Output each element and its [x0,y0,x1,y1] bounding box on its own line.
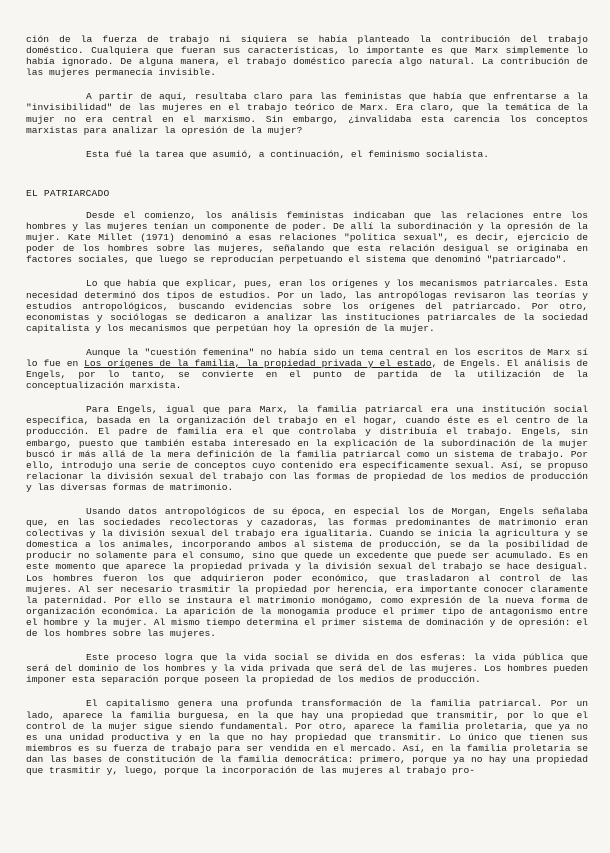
paragraph-spheres: Este proceso logra que la vida social se divida en dos esferas: la vida pública que será del dominio de los hombres y la vida privada que será del de las mujeres. Los hombres pueden imponer esta separación porque poseen la propiedad de los medios de producción. [26,652,588,686]
section-heading: EL PATRIARCADO [26,187,110,199]
paragraph-engels-family: Para Engels, igual que para Marx, la familia patriarcal era una institución social específica, basada en la organización del trabajo en el hogar, cuando éste es el centro de la producción. El padre de familia era el que controlaba y distribuía el trabajo. Engels, sin embargo, puesto que también estaba interesado en la explicación de la subordinación de la mujer buscó ir más allá de la mera definición de la familia patriarcal como un sistema de trabajo. Por ello, introdujo una serie de conceptos cuyo contenido era específicamente sexual. Así, se propuso relacionar la división sexual del trabajo con las formas de propiedad de los medios de producción y las diversas formas de matrimonio. [26,404,588,493]
paragraph-intro: ción de la fuerza de trabajo ni siquiera se había planteado la contribución del trabajo doméstico. Cualquiera que fueran sus características, lo importante es que Marx simplemente lo había ignorado. De alguna manera, el trabajo doméstico parecía algo natural. La contribución de las mujeres permanecía invisible. [26,34,588,79]
paragraph-power: Desde el comienzo, los análisis feministas indicaban que las relaciones entre los hombres y las mujeres tenían un componente de poder. De allí la subordinación y la opresión de la mujer. Kate Millet (1971) denominó a esas relaciones "política sexual", es decir, ejercicio de poder de los hombres sobre las mujeres, señalando que esta relación desigual se originaba en factores sociales, que luego se reproducían perpetuando el sistema que denominó "patriarcado". [26,209,588,266]
paragraph-capitalism: El capitalismo genera una profunda transformación de la familia patriarcal. Por un lado, aparece la familia burguesa, en la que hay una propiedad que transmitir, por lo que el control de la mujer sigue siendo fundamental. Por otro, aparece la familia proletaria, que ya no es una unidad productiva y en la que no hay propiedad que transmitir. Lo único que tienen sus miembros es su fuerza de trabajo para ser vendida en el mercado. Así, en la familia proletaria se dan las bases de constitución de la familia democrática: primero, porque ya no hay una propiedad que trasmitir y, luego, porque la incorporación de las mujeres al trabajo pro- [26,698,588,776]
paragraph-engels-intro [26,347,588,391]
paragraph-morgan: Usando datos antropológicos de su época, en especial los de Morgan, Engels señalaba que, en las sociedades recolectoras y cazadoras, las formas predominantes de matrimonio eran colectivas y la división sexual del trabajo era igualitaria. Cuando se inicia la agricultura y se domestica a los animales, incorporando ambos al sistema de producción, se da la posibilidad de producir no solamente para el consumo, sino que quede un excedente que puede ser acumulado. Es en este momento que aparece la propiedad privada y la división sexual del trabajo se hace desigual. Los hombres fueron los que adquirieron poder económico, que trasladaron al control de las mujeres. Al ser necesario trasmitir la propiedad por herencia, era importante conocer claramente la paternidad. Por ello se instaura el matrimonio monógamo, como expresión de la nueva forma de organización económica. La aparición de la monogamia produce el primer tipo de antagonismo entre el hombre y la mujer. Al mismo tiempo determina el primer sistema de dominación y de opresión: el de los hombres sobre las mujeres. [26,506,588,640]
book-title: Los orígenes de la familia, la propiedad privada y el estado [84,357,432,369]
text-segment: Aunque la "cuestión femenina" no había sido un tema central en los escritos de Marx sí lo fue en [26,346,588,369]
text-segment: , de Engels. El análisis de Engels, por lo tanto, se convierte en el punto de partida de la utilización de la conceptualización marxista. [26,357,589,392]
paragraph-invisibility: A partir de aquí, resultaba claro para las feministas que había que enfrentarse a la "invisibilidad" de las mujeres en el trabajo teórico de Marx. Era claro, que la temática de la mujer no era central en el marxismo. Sin embargo, ¿invalidaba esta carencia los conceptos marxistas para analizar la opresión de la mujer? [26,91,588,136]
paragraph-origins: Lo que había que explicar, pues, eran los orígenes y los mecanismos patriarcales. Esta necesidad determinó dos tipos de estudios. Por un lado, las antropólogas revisaron las teorías y estudios antropológicos, buscando evidencias sobre los orígenes del patriarcado. Por otro, economistas y sociólogas se dedicaron a analizar las instituciones patriarcales de la sociedad capitalista y los mecanismos que perpetúan hoy la opresión de la mujer. [26,278,588,334]
paragraph-task: Esta fué la tarea que asumió, a continuación, el feminismo socialista. [86,148,490,160]
